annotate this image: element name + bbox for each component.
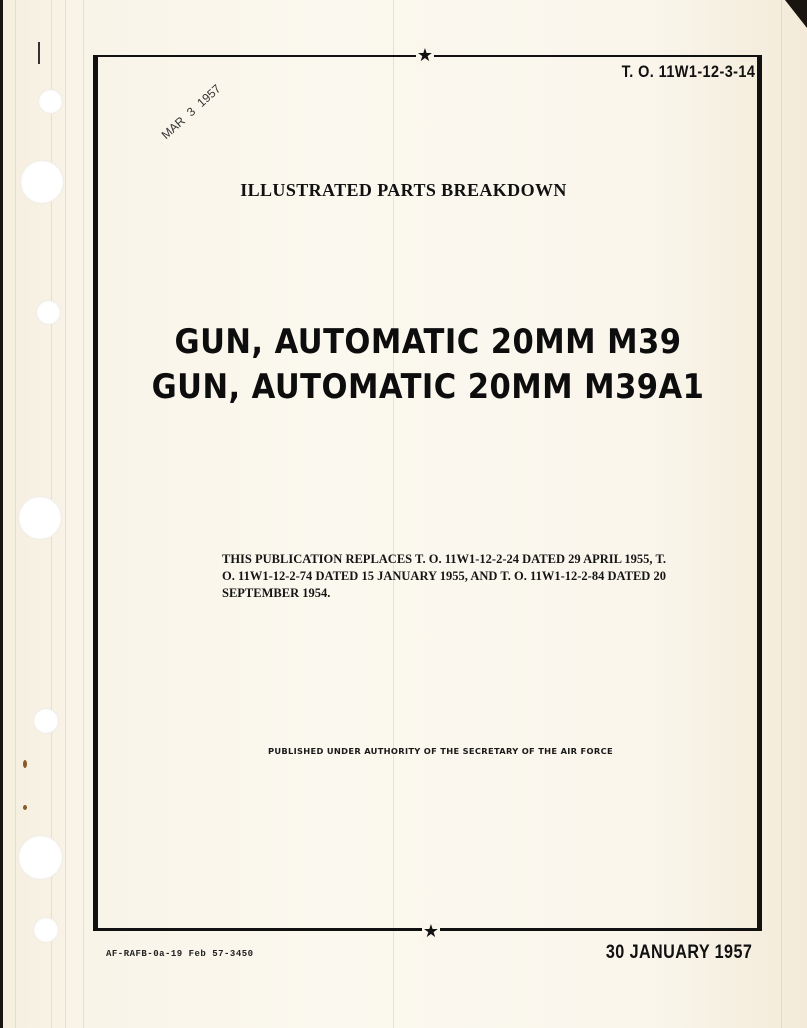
punch-hole <box>18 496 62 540</box>
punch-hole <box>38 89 63 114</box>
document-title-line-1: GUN, AUTOMATIC 20MM M39 <box>174 322 682 362</box>
punch-hole <box>33 917 59 943</box>
authority-statement: PUBLISHED UNDER AUTHORITY OF THE SECRETARY OF THE AIR FORCE <box>268 746 613 756</box>
star-icon: ★ <box>422 921 440 942</box>
punch-hole <box>33 708 59 734</box>
stain <box>23 760 27 768</box>
supersedes-notice: THIS PUBLICATION REPLACES T. O. 11W1-12-2-24 DATED 29 APRIL 1955, T. O. 11W1-12-2-74 DATED 15 JANUARY 1955, AND T. O. 11W1-12-2-84 DATED 20 SEPTEMBER 1954. <box>222 552 666 600</box>
stain <box>23 805 27 810</box>
publication-date: 30 JANUARY 1957 <box>605 942 752 963</box>
print-code: AF-RAFB-0a-19 Feb 57-3450 <box>106 949 254 959</box>
technical-order-number: T. O. 11W1-12-3-14 <box>621 62 755 81</box>
paper-crease <box>65 0 66 1028</box>
punch-hole <box>18 835 63 880</box>
paper-crease <box>83 0 84 1028</box>
star-icon: ★ <box>416 45 434 66</box>
binder-mark <box>38 42 40 64</box>
folded-corner <box>785 0 807 28</box>
section-title: ILLUSTRATED PARTS BREAKDOWN <box>240 180 567 200</box>
paper-crease <box>781 0 782 1028</box>
document-title-line-2: GUN, AUTOMATIC 20MM M39A1 <box>151 367 705 407</box>
paper-crease <box>15 0 16 1028</box>
received-date-stamp: MAR 3 1957 <box>158 81 224 142</box>
